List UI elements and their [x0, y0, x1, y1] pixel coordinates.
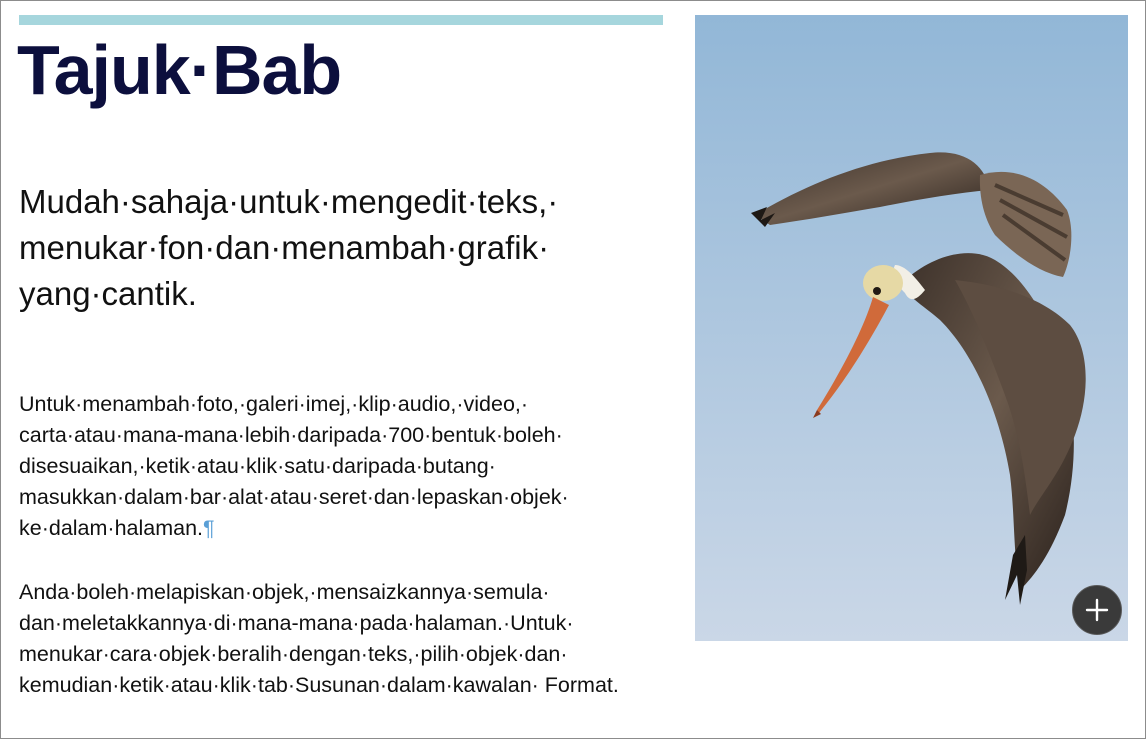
title-rule	[19, 15, 663, 25]
body-paragraph-2[interactable]: Anda·boleh·melapiskan·objek,·mensaizkannya·semula· dan·meletakkannya·di·mana-mana·pada·halaman.·Untuk· menukar·cara·objek·beralih·dengan·teks,·pilih·objek·dan· kemudian·ketik·atau·klik·tab·Susunan·dalam·kawalan· Format.	[19, 580, 619, 697]
body-paragraph-1-text[interactable]: Untuk·menambah·foto,·galeri·imej,·klip·audio,·video,· carta·atau·mana-mana·lebih·daripada·700·bentuk·boleh· disesuaikan,·ketik·atau·klik·satu·daripada·butang· masukkan·dalam·bar·alat·atau·seret·dan·lepaskan·objek· ke·dalam·halaman.	[19, 392, 569, 540]
pelican-photo[interactable]	[695, 15, 1128, 641]
subtitle-text[interactable]: Mudah·sahaja·untuk·mengedit·teks,· menukar·fon·dan·menambah·grafik· yang·cantik.	[19, 183, 559, 312]
body-paragraph-1[interactable]	[19, 389, 669, 544]
plus-icon	[1084, 597, 1110, 623]
pilcrow-mark: ¶	[203, 516, 215, 540]
chapter-title[interactable]: Tajuk·Bab	[17, 31, 342, 109]
add-media-button[interactable]	[1072, 585, 1122, 635]
